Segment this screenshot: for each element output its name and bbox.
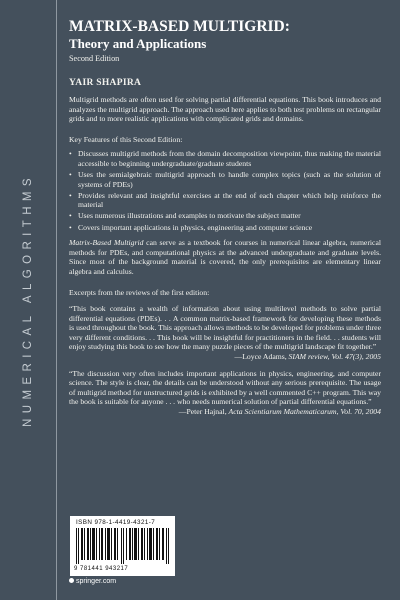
excerpts-heading: Excerpts from the reviews of the first edition:: [69, 287, 210, 297]
publisher-url: springer.com: [76, 578, 117, 585]
barcode-icon: [76, 528, 170, 564]
isbn-label: ISBN 978-1-4419-4321-7: [76, 519, 156, 526]
author-name: YAIR SHAPIRA: [69, 78, 142, 88]
feature-item: • Uses the semialgebraic multigrid approach to handle complex topics (such as the solution of systems of PDEs): [69, 170, 381, 189]
review-attribution: [69, 407, 381, 417]
features-list: [69, 149, 381, 232]
book-subtitle: Theory and Applications: [69, 36, 207, 51]
book-title: MATRIX-BASED MULTIGRID:: [69, 18, 290, 35]
series-name: NUMERICAL ALGORITHMS: [22, 173, 34, 427]
feature-item: • Covers important applications in physics, engineering and computer science: [69, 223, 381, 233]
usage-paragraph: [69, 238, 381, 276]
features-heading: Key Features of this Second Edition:: [69, 134, 183, 144]
back-cover-content: [69, 18, 381, 417]
review-source: SIAM review, Vol. 47(3), 2005: [288, 352, 381, 362]
feature-item: • Provides relevant and insightful exercises at the end of each chapter which help reinforce the material: [69, 191, 381, 210]
reviewer-name: —Peter Hajnal,: [178, 407, 229, 417]
review-attribution: [69, 352, 381, 362]
spine-divider: [56, 0, 57, 600]
feature-item: • Discusses multigrid methods from the domain decomposition viewpoint, thus making the material accessible to beginning undergraduate/graduate students: [69, 149, 381, 168]
feature-item: • Uses numerous illustrations and examples to motivate the subject matter: [69, 211, 381, 221]
intro-paragraph: Multigrid methods are often used for solving partial differential equations. This book introduces and analyzes the multigrid approach. The approach used here applies to both test problems on rectangular grids and to more realistic applications with complicated grids and domains.: [69, 95, 381, 124]
review-text: “This book contains a wealth of information about using multilevel methods to solve partial differential equations (PDEs). . . A common matrix-based framework for developing these methods is used throughout the book. This approach allows methods to be developed for problems under three very different conditions. . . This book will be insightful for practitioners in the field. . . students will enjoy studying this book to see how the many puzzle pieces of the multigrid landscape fit together.”: [69, 304, 381, 352]
edition-label: Second Edition: [69, 54, 120, 63]
barcode-box: [70, 516, 175, 576]
review-quote: [69, 369, 381, 417]
usage-book-title: Matrix-Based Multigrid: [69, 238, 144, 248]
reviewer-name: —Loyce Adams,: [234, 352, 289, 362]
review-source: Acta Scientiarum Mathematicarum, Vol. 70, 2004: [228, 407, 381, 417]
barcode-number: 9 781441 943217: [74, 566, 129, 572]
usage-text: can serve as a textbook for courses in numerical linear algebra, numerical methods for PDEs, and computational physics at the advanced undergraduate and graduate levels. Since most of the background material is covered, the only prerequisites are elementary linear algebra and calculus.: [69, 238, 381, 276]
review-quote: [69, 304, 381, 362]
series-spine: [0, 0, 56, 600]
bullet-icon: [69, 578, 74, 583]
review-text: “The discussion very often includes important applications in physics, engineering, and computer science. The style is clear, the details can be understood without any serious prerequisite. The usage of multigrid method for unstructured grids is exhibited by a well commented C++ program. This way the book is suitable for anyone . . . who needs numerical solution of partial differential equations.”: [69, 368, 381, 407]
publisher-link[interactable]: [69, 578, 116, 585]
